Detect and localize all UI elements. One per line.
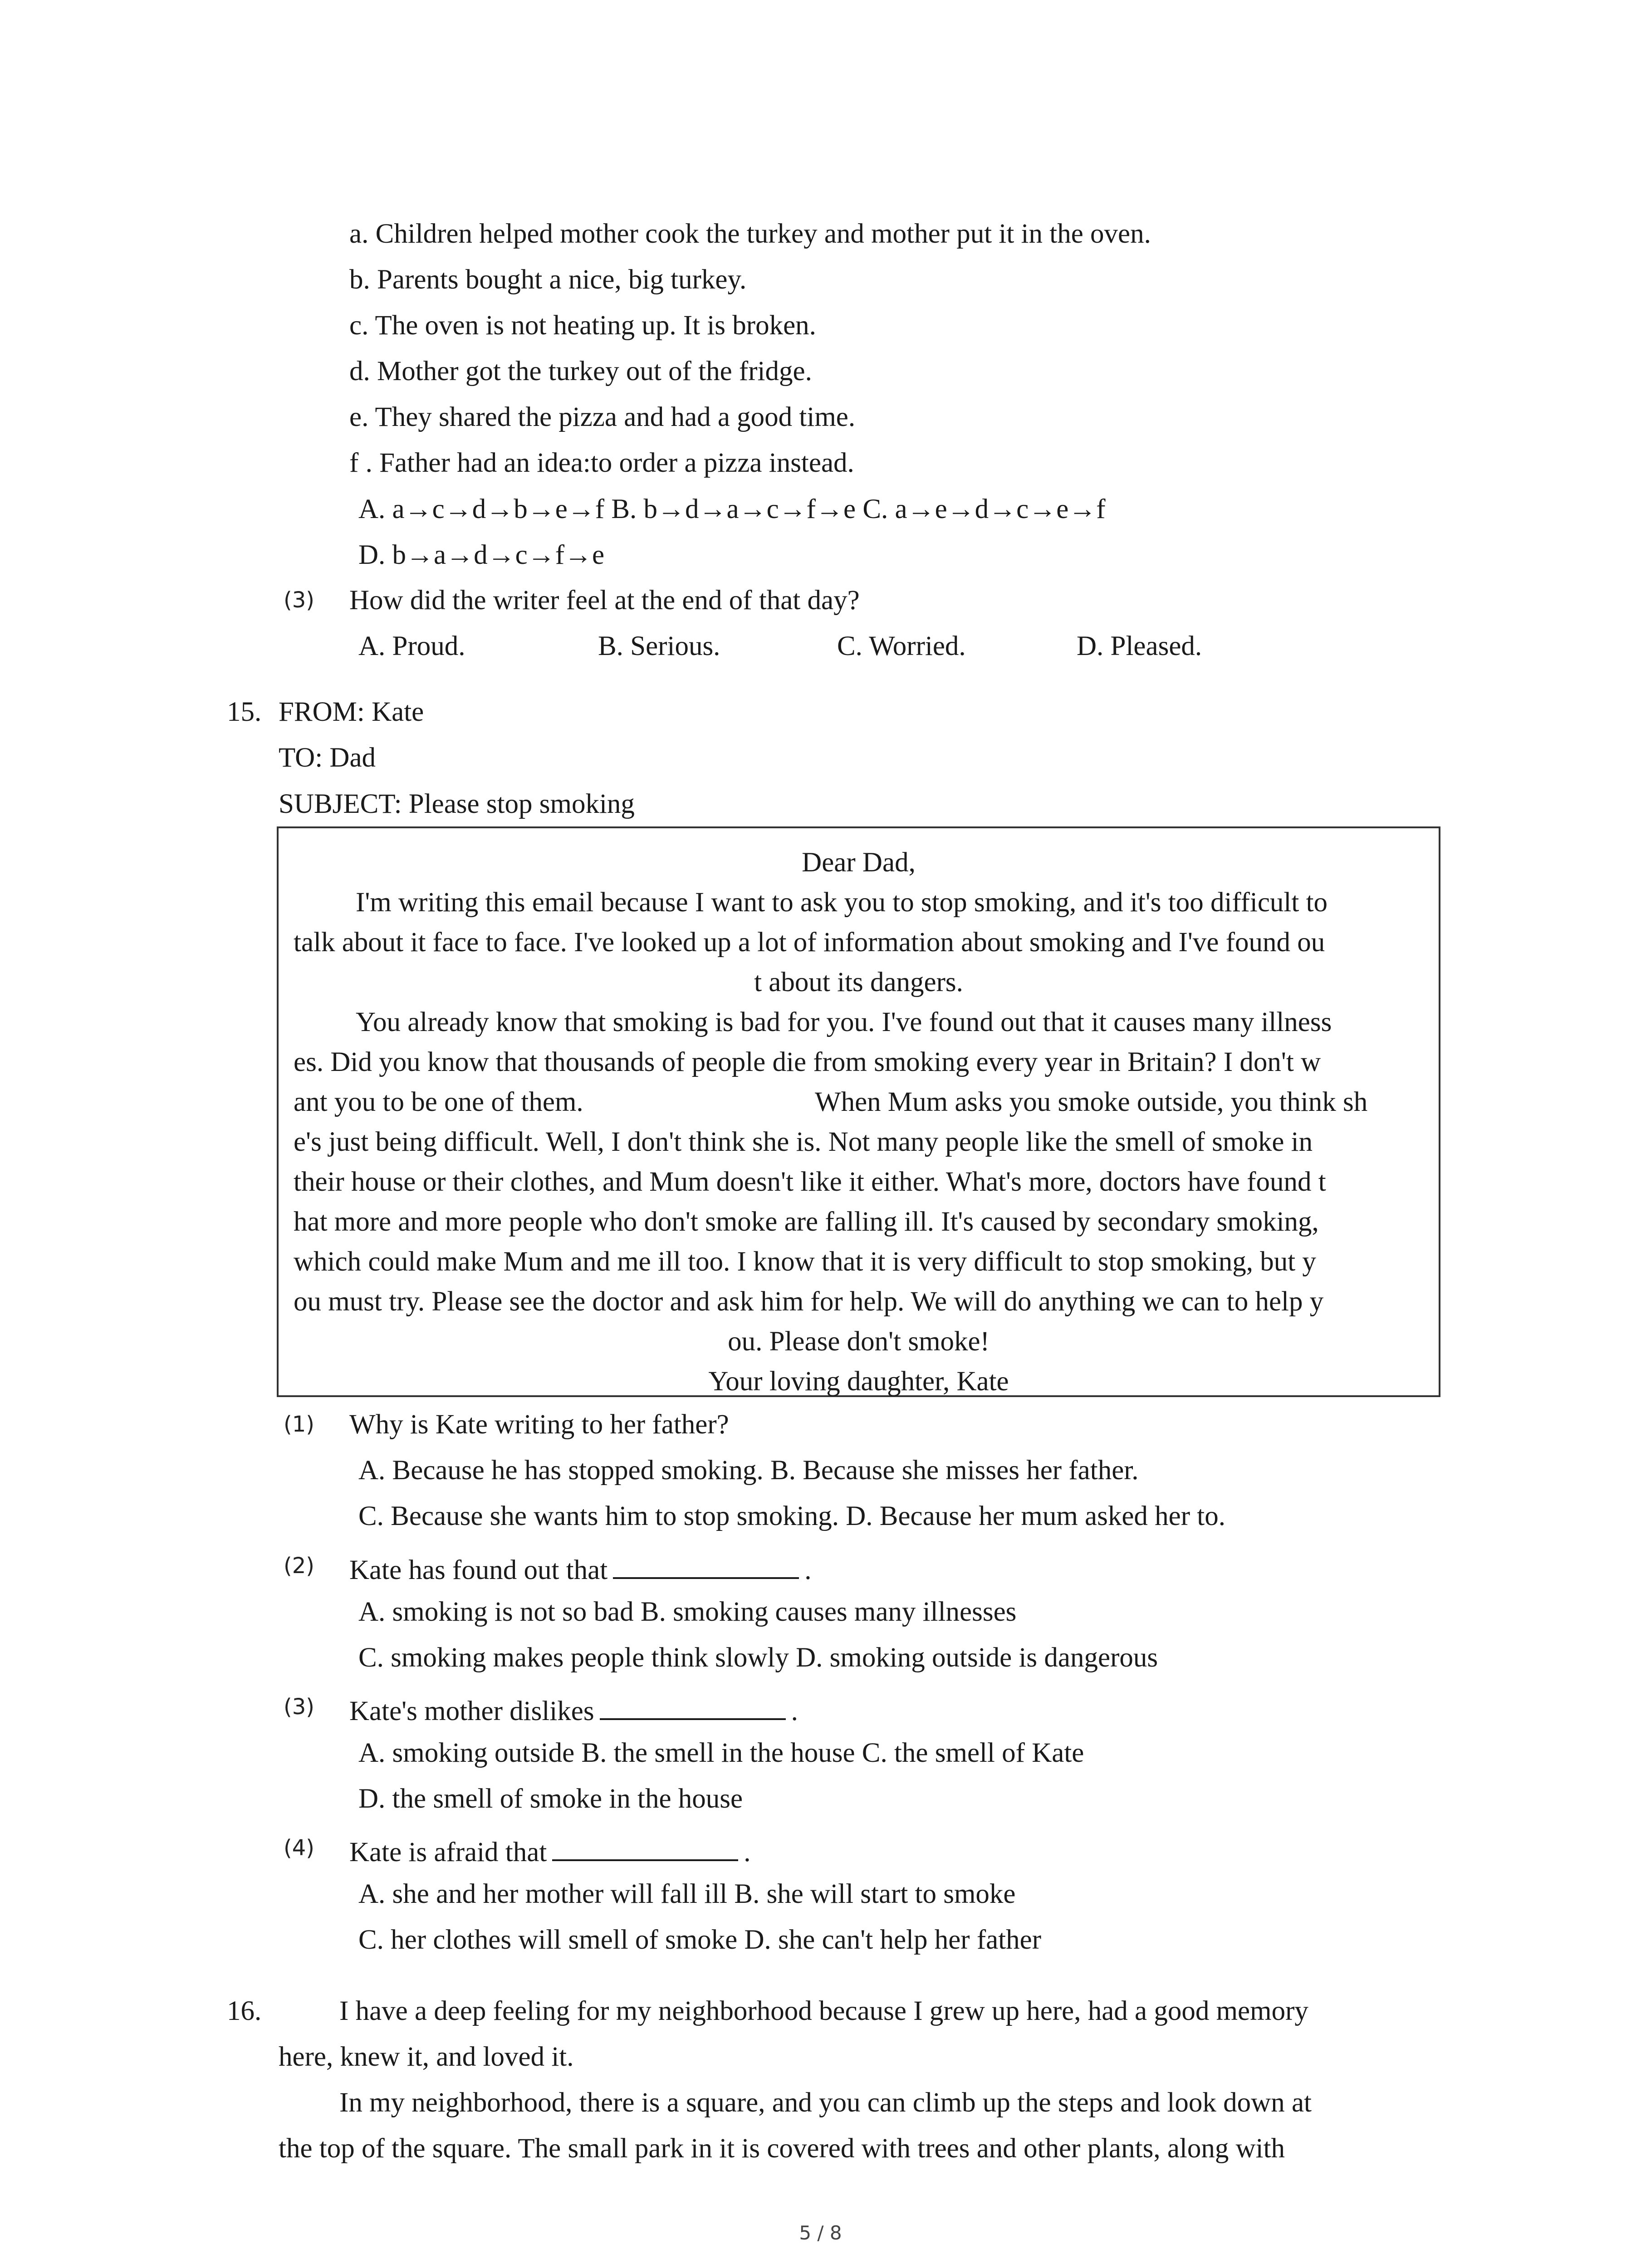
q15-3-marker: (3) <box>284 1694 314 1720</box>
q15-subject: SUBJECT: Please stop smoking <box>279 789 635 819</box>
q15-4-marker: (4) <box>284 1835 314 1861</box>
q15-3-options-2: D. the smell of smoke in the house <box>358 1784 743 1814</box>
q14-3-option-c: C. Worried. <box>837 631 966 661</box>
q15-3-question <box>349 1691 798 1728</box>
q16-line-4: the top of the square. The small park in it is covered with trees and other plants, along with <box>279 2133 1285 2164</box>
q15-1-question: Why is Kate writing to her father? <box>349 1409 729 1440</box>
q15-2-question <box>349 1550 811 1587</box>
q15-1-marker: (1) <box>284 1412 314 1437</box>
q14-3-option-a: A. Proud. <box>358 631 465 661</box>
q15-2-options-2: C. smoking makes people think slowly D. smoking outside is dangerous <box>358 1642 1158 1673</box>
q15-2-marker: (2) <box>284 1553 314 1579</box>
q15-3-end: . <box>791 1696 798 1726</box>
q16-line-2: here, knew it, and loved it. <box>279 2042 574 2072</box>
q14-step-b: b. Parents bought a nice, big turkey. <box>349 264 747 295</box>
email-line: hat more and more people who don't smoke are falling ill. It's caused by secondary smoking, <box>294 1207 1319 1237</box>
q15-2-end: . <box>804 1555 812 1585</box>
email-salutation: Dear Dad, <box>802 847 916 878</box>
q15-4-end: . <box>744 1837 751 1867</box>
q14-step-a: a. Children helped mother cook the turkey and mother put it in the oven. <box>349 219 1151 249</box>
email-line: I'm writing this email because I want to ask you to stop smoking, and it's too difficult to <box>356 887 1328 918</box>
q16-number: 16. <box>227 1996 262 2026</box>
q15-number: 15. <box>227 697 262 727</box>
email-line: talk about it face to face. I've looked up a lot of information about smoking and I've found ou <box>294 927 1325 958</box>
email-line: which could make Mum and me ill too. I know that it is very difficult to stop smoking, but y <box>294 1246 1316 1277</box>
q14-order-options-1: A. a→c→d→b→e→f B. b→d→a→c→f→e C. a→e→d→c→e→f <box>358 494 1106 524</box>
q14-step-d: d. Mother got the turkey out of the fridge. <box>349 356 812 386</box>
page-number: 5 / 8 <box>799 2222 842 2244</box>
email-box <box>277 826 1440 1397</box>
email-line: their house or their clothes, and Mum doesn't like it either. What's more, doctors have found t <box>294 1167 1326 1197</box>
q16-line-3: In my neighborhood, there is a square, and you can climb up the steps and look down at <box>339 2087 1312 2118</box>
q15-3-text: Kate's mother dislikes <box>349 1696 594 1726</box>
email-line: ou must try. Please see the doctor and ask him for help. We will do anything we can to help y <box>294 1286 1324 1317</box>
q14-order-options-2: D. b→a→d→c→f→e <box>358 540 605 570</box>
q14-step-c: c. The oven is not heating up. It is broken. <box>349 310 816 341</box>
email-line: You already know that smoking is bad for you. I've found out that it causes many illness <box>356 1007 1332 1037</box>
email-signature: Your loving daughter, Kate <box>708 1366 1009 1397</box>
answer-blank[interactable] <box>600 1691 786 1720</box>
answer-blank[interactable] <box>613 1550 799 1579</box>
q14-3-marker: (3) <box>284 587 314 613</box>
answer-blank[interactable] <box>552 1832 738 1861</box>
q15-4-question <box>349 1832 751 1869</box>
q14-3-question: How did the writer feel at the end of that day? <box>349 585 860 616</box>
q15-to: TO: Dad <box>279 743 376 773</box>
q14-3-option-b: B. Serious. <box>598 631 720 661</box>
q14-step-f: f . Father had an idea:to order a pizza instead. <box>349 448 854 478</box>
q14-3-option-d: D. Pleased. <box>1077 631 1202 661</box>
email-line: t about its dangers. <box>754 967 963 997</box>
q15-from: FROM: Kate <box>279 697 424 727</box>
email-line: ant you to be one of them. <box>294 1087 583 1117</box>
q14-step-e: e. They shared the pizza and had a good time. <box>349 402 856 432</box>
email-line: ou. Please don't smoke! <box>728 1326 989 1357</box>
q15-2-options-1: A. smoking is not so bad B. smoking causes many illnesses <box>358 1597 1017 1627</box>
q16-line-1: I have a deep feeling for my neighborhood because I grew up here, had a good memory <box>339 1996 1308 2026</box>
q15-4-text: Kate is afraid that <box>349 1837 547 1867</box>
email-line: e's just being difficult. Well, I don't think she is. Not many people like the smell of smoke in <box>294 1127 1313 1157</box>
q15-4-options-1: A. she and her mother will fall ill B. she will start to smoke <box>358 1879 1016 1909</box>
q15-1-options-2: C. Because she wants him to stop smoking. D. Because her mum asked her to. <box>358 1501 1225 1531</box>
email-line: When Mum asks you smoke outside, you think sh <box>815 1087 1368 1117</box>
email-line: es. Did you know that thousands of people die from smoking every year in Britain? I don't w <box>294 1047 1321 1077</box>
q15-2-text: Kate has found out that <box>349 1555 608 1585</box>
q15-4-options-2: C. her clothes will smell of smoke D. she can't help her father <box>358 1925 1042 1955</box>
q15-1-options-1: A. Because he has stopped smoking. B. Because she misses her father. <box>358 1455 1139 1486</box>
q15-3-options-1: A. smoking outside B. the smell in the house C. the smell of Kate <box>358 1738 1084 1768</box>
